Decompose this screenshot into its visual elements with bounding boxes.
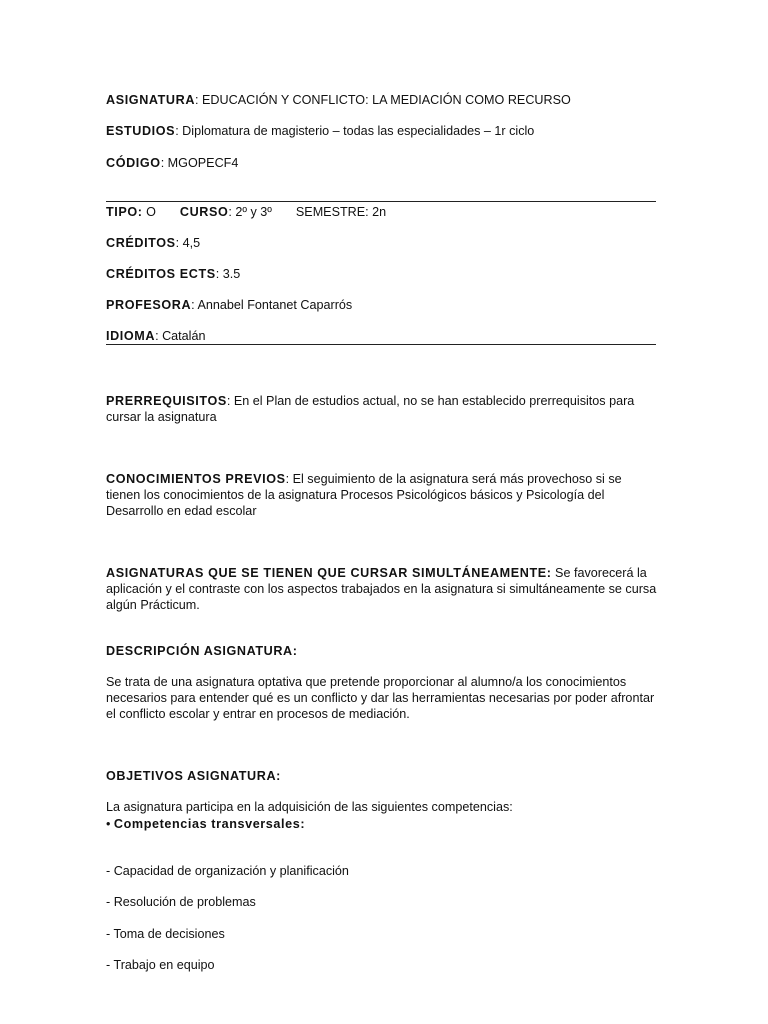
tipo-curso-line xyxy=(106,204,658,220)
bottom-divider xyxy=(106,344,656,345)
bullet-icon: • xyxy=(106,817,111,831)
descripcion-paragraph: Se trata de una asignatura optativa que pretende proporcionar al alumno/a los conocimientos necesarios para entender qué es un conflicto y dar las herramientas necesarias por poder afrontar el conflicto escolar y entrar en procesos de mediación. xyxy=(106,675,655,721)
estudios-label: ESTUDIOS xyxy=(106,124,176,138)
codigo-label: CÓDIGO xyxy=(106,156,161,170)
codigo-value: : MGOPECF4 xyxy=(160,156,239,170)
competencias-subheading xyxy=(106,816,658,832)
objetivos-intro: La asignatura participa en la adquisición de las siguientes competencias: xyxy=(106,800,513,814)
list-item: - Trabajo en equipo xyxy=(106,958,215,972)
prerrequisitos-paragraph xyxy=(106,393,658,425)
asignatura-line xyxy=(106,92,658,108)
asignatura-label: ASIGNATURA xyxy=(106,93,196,107)
estudios-line xyxy=(106,123,658,139)
creditos-ects-value: : 3.5 xyxy=(215,267,241,281)
simultaneas-label: ASIGNATURAS QUE SE TIENEN QUE CURSAR SIMULTÁNEAMENTE: xyxy=(106,566,552,580)
tipo-value: O xyxy=(142,205,156,219)
objetivos-heading: OBJETIVOS ASIGNATURA: xyxy=(106,769,281,783)
idioma-line xyxy=(106,328,658,344)
profesora-label: PROFESORA xyxy=(106,298,192,312)
competencias-label: Competencias transversales: xyxy=(113,817,306,831)
prerrequisitos-label: PRERREQUISITOS xyxy=(106,394,227,408)
codigo-line xyxy=(106,155,658,171)
list-item: - Resolución de problemas xyxy=(106,895,256,909)
idioma-value: : Catalán xyxy=(155,329,206,343)
profesora-line xyxy=(106,297,658,313)
creditos-label: CRÉDITOS xyxy=(106,236,176,250)
creditos-line xyxy=(106,235,658,251)
estudios-value: : Diplomatura de magisterio – todas las especialidades – 1r ciclo xyxy=(175,124,535,138)
curso-label: CURSO xyxy=(179,205,229,219)
top-divider xyxy=(106,201,656,202)
creditos-ects-line xyxy=(106,266,658,282)
conocimientos-label: CONOCIMIENTOS PREVIOS xyxy=(106,472,286,486)
list-item: - Toma de decisiones xyxy=(106,927,225,941)
tipo-label: TIPO: xyxy=(106,205,143,219)
simultaneas-paragraph xyxy=(106,565,658,613)
conocimientos-text: : El seguimiento de la asignatura será más provechoso si se tienen los conocimientos de la asignatura Procesos Psicológicos básicos y Psicología del Desarrollo en edad escolar xyxy=(106,472,622,518)
idioma-label: IDIOMA xyxy=(106,329,156,343)
asignatura-value: : EDUCACIÓN Y CONFLICTO: LA MEDIACIÓN COMO RECURSO xyxy=(195,93,571,107)
semestre-text: SEMESTRE: 2n xyxy=(295,205,387,219)
descripcion-heading: DESCRIPCIÓN ASIGNATURA: xyxy=(106,644,298,658)
profesora-value: : Annabel Fontanet Caparrós xyxy=(191,298,353,312)
list-item: - Capacidad de organización y planificación xyxy=(106,864,349,878)
prerrequisitos-text: : En el Plan de estudios actual, no se han establecido prerrequisitos para cursar la asignatura xyxy=(106,394,635,424)
curso-value: : 2º y 3º xyxy=(228,205,272,219)
simultaneas-text: Se favorecerá la aplicación y el contraste con los aspectos trabajados en la asignatura si simultáneamente se cursa algún Prácticum. xyxy=(106,566,657,612)
creditos-value: : 4,5 xyxy=(175,236,201,250)
conocimientos-paragraph xyxy=(106,471,658,519)
creditos-ects-label: CRÉDITOS ECTS xyxy=(106,267,216,281)
